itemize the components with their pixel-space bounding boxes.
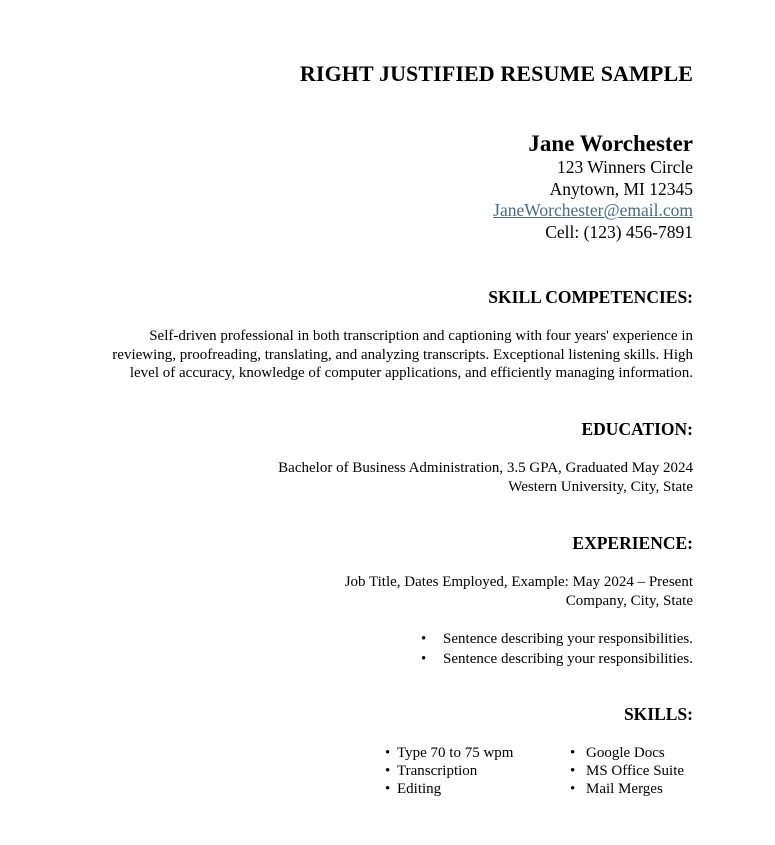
responsibility-text: Sentence describing your responsibilities. (443, 651, 693, 667)
school-line: Western University, City, State (508, 478, 693, 495)
skill-text: MS Office Suite (586, 763, 685, 779)
list-item (570, 744, 684, 762)
summary-line: Self-driven professional in both transcription and captioning with four years' experience in (149, 328, 693, 344)
document-title: RIGHT JUSTIFIED RESUME SAMPLE (299, 61, 693, 86)
education-block (278, 459, 693, 496)
bullet-icon: • (421, 631, 427, 647)
responsibility-text: Sentence describing your responsibilities. (443, 631, 693, 647)
list-item (570, 762, 684, 780)
list-item (385, 762, 513, 780)
skill-text: Google Docs (586, 745, 665, 761)
contact-block (493, 157, 693, 243)
bullet-icon: • (385, 763, 391, 779)
section-heading-skill-competencies: SKILL COMPETENCIES: (488, 287, 693, 307)
section-heading-experience: EXPERIENCE: (572, 533, 693, 553)
bullet-icon: • (570, 745, 576, 761)
phone-line: Cell: (123) 456-7891 (545, 221, 693, 242)
address-line: 123 Winners Circle (556, 157, 693, 177)
job-block (345, 573, 693, 610)
list-item (385, 744, 513, 762)
bullet-icon: • (421, 651, 427, 667)
skill-text: Editing (397, 781, 442, 797)
summary-paragraph (53, 327, 693, 383)
bullet-icon: • (570, 781, 576, 797)
skill-text: Transcription (397, 763, 478, 779)
skill-text: Type 70 to 75 wpm (397, 745, 514, 761)
candidate-name: Jane Worchester (528, 131, 693, 156)
degree-line: Bachelor of Business Administration, 3.5 GPA, Graduated May 2024 (278, 460, 693, 476)
bullet-icon: • (385, 781, 391, 797)
section-heading-skills: SKILLS: (623, 704, 693, 724)
list-item (385, 780, 513, 798)
bullet-icon: • (385, 745, 391, 761)
section-heading-education: EDUCATION: (581, 419, 693, 439)
email-link[interactable]: JaneWorchester@email.com (493, 200, 693, 220)
list-item (570, 780, 684, 798)
summary-line: level of accuracy, knowledge of computer applications, and efficiently managing information. (129, 365, 693, 381)
summary-line: reviewing, proofreading, translating, and analyzing transcripts. Exceptional listening skills. High (112, 346, 693, 363)
company-line: Company, City, State (565, 592, 693, 609)
list-item (421, 629, 693, 649)
bullet-icon: • (570, 763, 576, 779)
responsibility-list (421, 629, 693, 669)
skill-text: Mail Merges (586, 781, 663, 797)
list-item (421, 649, 693, 669)
city-state-zip-line: Anytown, MI 12345 (549, 178, 693, 199)
job-title-line: Job Title, Dates Employed, Example: May 2024 – Present (344, 574, 693, 590)
skills-column-left (385, 744, 513, 798)
skills-column-right (570, 744, 684, 798)
